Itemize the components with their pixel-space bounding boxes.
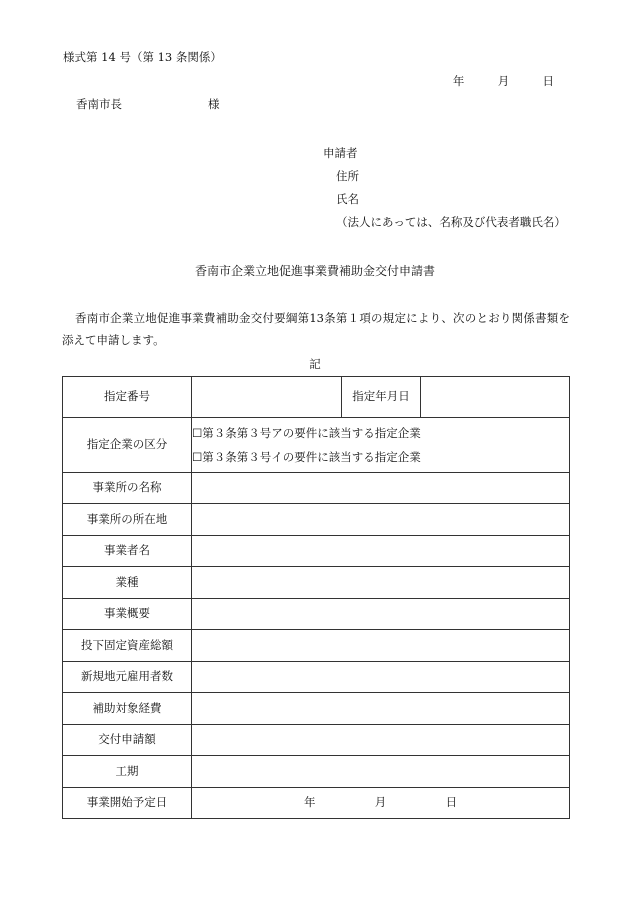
table-row bbox=[63, 567, 570, 599]
addressee-suffix: 様 bbox=[208, 97, 220, 111]
row-label: 投下固定資産総額 bbox=[63, 630, 192, 662]
row-label: 交付申請額 bbox=[63, 725, 192, 756]
row-label: 業種 bbox=[63, 567, 192, 599]
row-field[interactable] bbox=[192, 630, 570, 662]
category-options bbox=[192, 418, 570, 473]
table-row bbox=[63, 599, 570, 630]
table-row bbox=[63, 662, 570, 693]
row-field[interactable] bbox=[192, 473, 570, 504]
designation-date-label: 指定年月日 bbox=[342, 377, 421, 418]
document-title: 香南市企業立地促進事業費補助金交付申請書 bbox=[194, 264, 435, 278]
row-label: 事業者名 bbox=[63, 536, 192, 567]
row-label: 工期 bbox=[63, 756, 192, 788]
row-field[interactable] bbox=[192, 599, 570, 630]
row-field[interactable] bbox=[192, 536, 570, 567]
addressee bbox=[76, 99, 220, 111]
designation-number-label: 指定番号 bbox=[63, 377, 192, 418]
addressee-name: 香南市長 bbox=[76, 97, 122, 111]
date-day: 日 bbox=[542, 74, 554, 88]
applicant-note: （法人にあっては、名称及び代表者職氏名） bbox=[336, 215, 566, 229]
table-row bbox=[63, 536, 570, 567]
category-option-a[interactable]: ☐第３条第３号アの要件に該当する指定企業 bbox=[192, 426, 421, 440]
table-row bbox=[63, 693, 570, 725]
row-label: 事業概要 bbox=[63, 599, 192, 630]
form-number: 様式第 14 号（第 13 条関係） bbox=[63, 50, 222, 64]
ki-marker: 記 bbox=[309, 357, 321, 371]
table-row bbox=[63, 418, 570, 473]
row-label: 事業所の所在地 bbox=[63, 504, 192, 536]
body-text: 香南市企業立地促進事業費補助金交付要綱第13条第１項の規定により、次のとおり関係書類を添えて申請します。 bbox=[62, 311, 570, 347]
row-label: 補助対象経費 bbox=[63, 693, 192, 725]
date-year: 年 bbox=[452, 74, 465, 88]
table-row bbox=[63, 630, 570, 662]
row-field[interactable] bbox=[192, 725, 570, 756]
table-row bbox=[63, 788, 570, 819]
name-label: 氏名 bbox=[336, 192, 359, 206]
row-field[interactable] bbox=[192, 693, 570, 725]
table-row bbox=[63, 377, 570, 418]
designation-number-field[interactable] bbox=[192, 377, 342, 418]
row-field[interactable] bbox=[192, 504, 570, 536]
row-field[interactable] bbox=[192, 756, 570, 788]
table-row bbox=[63, 473, 570, 504]
start-date-day: 日 bbox=[445, 795, 458, 810]
row-label: 新規地元雇用者数 bbox=[63, 662, 192, 693]
row-field[interactable] bbox=[192, 662, 570, 693]
table-row bbox=[63, 504, 570, 536]
table-row bbox=[63, 756, 570, 788]
category-label: 指定企業の区分 bbox=[63, 418, 192, 473]
category-option-b[interactable]: ☐第３条第３号イの要件に該当する指定企業 bbox=[192, 450, 421, 464]
applicant-block bbox=[323, 148, 573, 238]
start-date-label: 事業開始予定日 bbox=[63, 788, 192, 819]
start-date-field[interactable] bbox=[192, 788, 570, 819]
row-field[interactable] bbox=[192, 567, 570, 599]
start-date-month: 月 bbox=[374, 795, 387, 810]
applicant-heading: 申請者 bbox=[323, 146, 358, 160]
start-date-year: 年 bbox=[303, 795, 316, 810]
table-row bbox=[63, 725, 570, 756]
application-table bbox=[62, 376, 570, 819]
date-month: 月 bbox=[497, 74, 510, 88]
row-label: 事業所の名称 bbox=[63, 473, 192, 504]
date-line bbox=[453, 76, 554, 88]
designation-date-field[interactable] bbox=[421, 377, 570, 418]
address-label: 住所 bbox=[336, 169, 359, 183]
